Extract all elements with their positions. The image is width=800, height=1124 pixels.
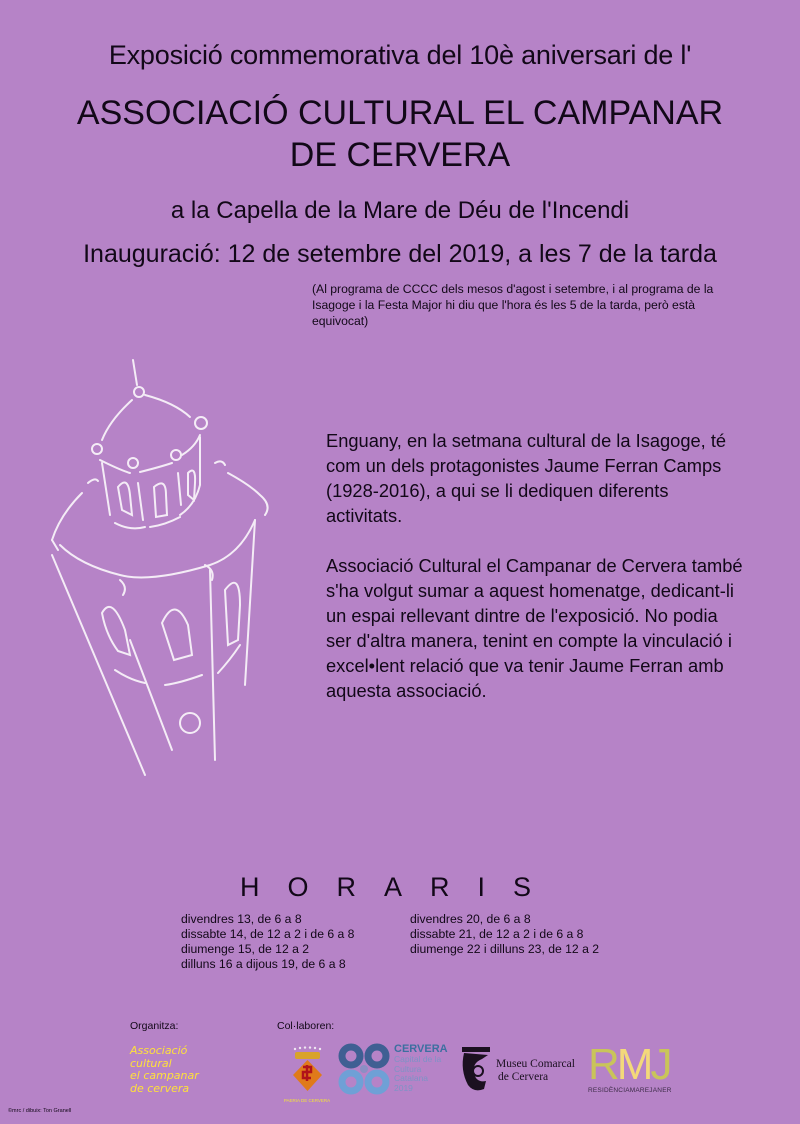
body-paragraph-1: Enguany, en la setmana cultural de la Isagoge, té com un dels protagonistes Jaume Ferran Camps (1928-2016), a qui se li dediquen diferents activitats. bbox=[326, 430, 727, 526]
schedule-item: dissabte 14, de 12 a 2 i de 6 a 8 bbox=[181, 927, 355, 941]
museu-comarcal-logo bbox=[458, 1045, 578, 1095]
capital-cultura-logo bbox=[338, 1043, 448, 1095]
body-text bbox=[326, 428, 746, 728]
schedule-item: dilluns 16 a dijous 19, de 6 a 8 bbox=[181, 957, 346, 971]
exhibition-subtitle: Exposició commemorativa del 10è aniversari de l' bbox=[108, 40, 692, 70]
schedule-item: diumenge 22 i dilluns 23, de 12 a 2 bbox=[410, 942, 600, 956]
note-line-2: Isagoge i la Festa Major hi diu que l'hora és les 5 de la tarda, però està bbox=[312, 298, 696, 312]
capital-sub-line: 2019 bbox=[394, 1082, 413, 1093]
schedule-left-column bbox=[181, 912, 354, 972]
capital-sub-line: Capital de la bbox=[394, 1054, 442, 1064]
museu-line: de Cervera bbox=[498, 1071, 549, 1083]
rmj-letters: RMJ bbox=[588, 1040, 670, 1089]
page-title bbox=[0, 92, 800, 176]
schedule-item: divendres 13, de 6 a 8 bbox=[181, 912, 302, 926]
capital-cultura-symbol-icon bbox=[338, 1043, 390, 1095]
credit-text: ©mrc / dibuix: Ton Granell bbox=[8, 1108, 72, 1114]
coat-of-arms-icon bbox=[282, 1045, 332, 1093]
collaborators-label: Col·laboren: bbox=[277, 1020, 335, 1032]
correction-note bbox=[312, 281, 782, 329]
schedule-title: HORARIS bbox=[240, 872, 560, 902]
paeria-caption: PAERIA DE CERVERA bbox=[283, 1098, 331, 1103]
museum-column-icon bbox=[458, 1045, 494, 1095]
capital-sub-line: Catalana bbox=[394, 1073, 429, 1083]
note-line-3: equivocat) bbox=[312, 314, 369, 328]
rmj-caption: RESIDÈNCIAMAREJANER bbox=[588, 1087, 672, 1094]
assoc-logo-line: Associació bbox=[130, 1044, 188, 1057]
schedule-item: dissabte 21, de 12 a 2 i de 6 a 8 bbox=[410, 927, 584, 941]
rmj-logo bbox=[588, 1040, 678, 1098]
inauguration-text: Inauguració: 12 de setembre del 2019, a les 7 de la tarda bbox=[83, 240, 717, 268]
body-paragraph-2: Associació Cultural el Campanar de Cervera també s'ha volgut sumar a aquest homenatge, dedicant-li un espai rellevant dintre de l'exposició. No podia ser d'altra manera, tenint en compte la vinculació i excel•lent relació que va tenir Jaume Ferran amb aquesta associació. bbox=[326, 555, 743, 701]
venue-text: a la Capella de la Mare de Déu de l'Incendi bbox=[170, 197, 630, 224]
paeria-cervera-logo bbox=[282, 1045, 332, 1103]
assoc-logo-line: de cervera bbox=[130, 1081, 190, 1095]
note-line-1: (Al programa de CCCC dels mesos d'agost i setembre, i al programa de la bbox=[312, 282, 714, 296]
capital-sub-line: Cultura bbox=[394, 1063, 422, 1074]
association-logo bbox=[130, 1045, 199, 1095]
schedule-right-column bbox=[410, 912, 599, 957]
museu-line: Museu Comarcal bbox=[496, 1058, 575, 1070]
organizer-label: Organitza: bbox=[130, 1020, 179, 1032]
assoc-logo-line: el campanar bbox=[130, 1069, 199, 1082]
museu-text bbox=[496, 1058, 575, 1084]
title-line-1: ASSOCIACIÓ CULTURAL EL CAMPANAR bbox=[76, 94, 724, 132]
bell-tower-drawing bbox=[50, 355, 300, 835]
schedule-item: divendres 20, de 6 a 8 bbox=[410, 912, 531, 926]
title-line-2: DE CERVERA bbox=[289, 136, 511, 174]
assoc-logo-line: cultural bbox=[130, 1056, 172, 1070]
capital-subtitle bbox=[394, 1055, 441, 1093]
capital-title: CERVERA bbox=[394, 1043, 448, 1055]
schedule-item: diumenge 15, de 12 a 2 bbox=[181, 942, 310, 956]
